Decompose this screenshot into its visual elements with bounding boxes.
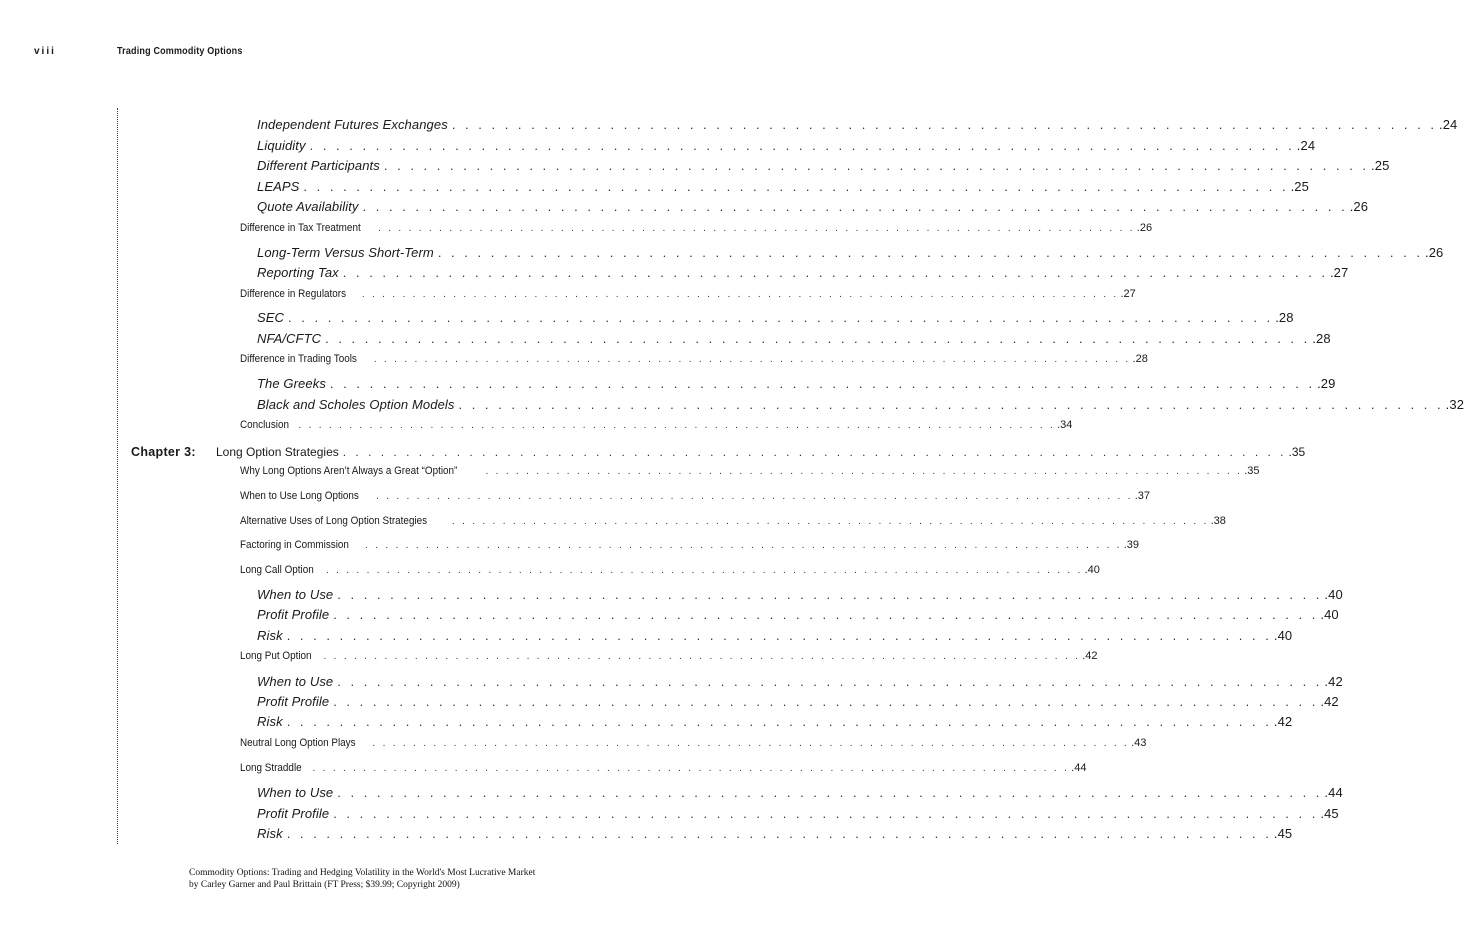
toc-entry[interactable] (257, 397, 1464, 412)
toc-entry-title: Long Put Option (240, 650, 312, 662)
toc-entry[interactable] (240, 490, 1151, 502)
toc-entry-title: Profit Profile (257, 806, 330, 821)
toc-entry-page: .24 (1296, 138, 1316, 153)
toc-entry-title: Different Participants (257, 158, 380, 173)
toc-chapter-entry[interactable] (216, 445, 1306, 459)
toc-entry[interactable] (257, 607, 1339, 622)
toc-entry-page: .40 (1320, 607, 1339, 622)
dot-leader: . . . . . . . . . . . . . . . . . . . . . . . . . . . . . . . . . . . . . . . . . . . . . . . . . . . . . . . . . . . . . . . . . . . . . . . . . . . (286, 826, 1272, 841)
toc-entry-title: Long-Term Versus Short-Term (257, 245, 434, 260)
toc-entry-title: Independent Futures Exchanges (257, 117, 448, 132)
dot-leader: . . . . . . . . . . . . . . . . . . . . . . . . . . . . . . . . . . . . . . . . . . . . . . . . . . . . . . . . . . . . . . . . . . . . . . . . . . . (383, 158, 1370, 173)
toc-entry-title: When to Use Long Options (240, 490, 359, 502)
dot-leader: . . . . . . . . . . . . . . . . . . . . . . . . . . . . . . . . . . . . . . . . . . . . . . . . . . . . . . . . . . . . . . . . . . . . . . . . . . . (337, 674, 1323, 689)
toc-entry-page: .35 (1244, 465, 1260, 477)
dot-leader: . . . . . . . . . . . . . . . . . . . . . . . . . . . . . . . . . . . . . . . . . . . . . . . . . . . . . . . . . . . . . . . . . . . . . . . . . . . (323, 651, 1081, 662)
dot-leader: . . . . . . . . . . . . . . . . . . . . . . . . . . . . . . . . . . . . . . . . . . . . . . . . . . . . . . . . . . . . . . . . . . . . . . . . . . . (325, 331, 1311, 346)
toc-entry-title: Alternative Uses of Long Option Strategies (240, 515, 428, 527)
dot-leader: . . . . . . . . . . . . . . . . . . . . . . . . . . . . . . . . . . . . . . . . . . . . . . . . . . . . . . . . . . . . . . . . . . . . . . . . . . . (288, 310, 1274, 325)
dot-leader: . . . . . . . . . . . . . . . . . . . . . . . . . . . . . . . . . . . . . . . . . . . . . . . . . . . . . . . . . . . . . . . . . . . . . . . . . . . (286, 628, 1272, 643)
toc-entry-title: Why Long Options Aren’t Always a Great “Option” (240, 465, 458, 477)
toc-entry-title: Risk (257, 628, 283, 643)
dot-leader: . . . . . . . . . . . . . . . . . . . . . . . . . . . . . . . . . . . . . . . . . . . . . . . . . . . . . . . . . . . . . . . . . . . . . . . . . . . (378, 223, 1135, 234)
toc-entry-page: .26 (1136, 222, 1153, 234)
dot-leader: . . . . . . . . . . . . . . . . . . . . . . . . . . . . . . . . . . . . . . . . . . . . . . . . . . . . . . . . . . . . . . . . . . . . . . . . . . . (361, 289, 1119, 300)
dot-leader: . . . . . . . . . . . . . . . . . . . . . . . . . . . . . . . . . . . . . . . . . . . . . . . . . . . . . . . . . . . . . . . . . . . . . . . . . . . (372, 738, 1130, 749)
dot-leader: . . . . . . . . . . . . . . . . . . . . . . . . . . . . . . . . . . . . . . . . . . . . . . . . . . . . . . . . . . . . . . . . . . . . . . . . . . . (286, 714, 1272, 729)
toc-entry-title: Risk (257, 826, 283, 841)
toc-entry[interactable] (257, 806, 1339, 821)
toc-entry[interactable] (257, 179, 1309, 194)
dot-leader: . . . . . . . . . . . . . . . . . . . . . . . . . . . . . . . . . . . . . . . . . . . . . . . . . . . . . . . . . . . . . . . . . . . . . . . . . . . (312, 763, 1070, 774)
toc-entry-page: .26 (1425, 245, 1444, 260)
toc-entry[interactable] (240, 762, 1087, 774)
dot-leader: . . . . . . . . . . . . . . . . . . . . . . . . . . . . . . . . . . . . . . . . . . . . . . . . . . . . . . . . . . . . . . . . . . . . . . . . . . . (337, 587, 1323, 602)
toc-entry[interactable] (257, 310, 1294, 325)
toc-entry-page: .43 (1131, 737, 1147, 749)
toc-entry[interactable] (257, 331, 1331, 346)
toc-entry[interactable] (257, 245, 1444, 260)
toc-entry[interactable] (257, 265, 1349, 280)
dot-leader: . . . . . . . . . . . . . . . . . . . . . . . . . . . . . . . . . . . . . . . . . . . . . . . . . . . . . . . . . . . . . . . . . . . . . . . . . . . (337, 785, 1323, 800)
toc-entry-title: Neutral Long Option Plays (240, 737, 356, 749)
toc-entry-page: .37 (1134, 490, 1151, 502)
toc-entry-page: .28 (1132, 353, 1148, 365)
toc-entry-title: Quote Availability (257, 199, 359, 214)
toc-entry-page: .24 (1438, 117, 1458, 132)
toc-entry-page: .42 (1320, 694, 1339, 709)
toc-entry-title: NFA/CFTC (257, 331, 322, 346)
dot-leader: . . . . . . . . . . . . . . . . . . . . . . . . . . . . . . . . . . . . . . . . . . . . . . . . . . . . . . . . . . . . . . . . . . . . . . . . . . . (373, 354, 1131, 365)
toc-entry-page: .42 (1324, 674, 1343, 689)
dot-leader: . . . . . . . . . . . . . . . . . . . . . . . . . . . . . . . . . . . . . . . . . . . . . . . . . . . . . . . . . . . . . . . . . . . . . . . . . . . (309, 138, 1295, 153)
toc-entry[interactable] (257, 199, 1369, 214)
page-folio: viii (34, 46, 56, 57)
dot-leader: . . . . . . . . . . . . . . . . . . . . . . . . . . . . . . . . . . . . . . . . . . . . . . . . . . . . . . . . . . . . . . . . . . . . . . . . . . . (342, 445, 1287, 459)
toc-entry-title: When to Use (257, 785, 334, 800)
toc-entry-page: .40 (1084, 564, 1100, 576)
toc-entry-page: .44 (1071, 762, 1087, 774)
toc-entry-title: Conclusion (240, 419, 289, 431)
toc-entry-title: Risk (257, 714, 283, 729)
toc-entry-title: When to Use (257, 587, 334, 602)
toc-entry[interactable] (257, 138, 1316, 153)
toc-entry-title: Long Call Option (240, 564, 314, 576)
toc-entry[interactable] (257, 714, 1293, 729)
toc-entry-page: .25 (1371, 158, 1390, 173)
toc-entry-title: Difference in Trading Tools (240, 353, 357, 365)
dot-leader: . . . . . . . . . . . . . . . . . . . . . . . . . . . . . . . . . . . . . . . . . . . . . . . . . . . . . . . . . . . . . . . . . . . . . . . . . . . (362, 199, 1348, 214)
toc-entry-page: .39 (1123, 539, 1140, 551)
dot-leader: . . . . . . . . . . . . . . . . . . . . . . . . . . . . . . . . . . . . . . . . . . . . . . . . . . . . . . . . . . . . . . . . . . . . . . . . . . . (303, 179, 1289, 194)
toc-entry[interactable] (257, 694, 1339, 709)
dot-leader: . . . . . . . . . . . . . . . . . . . . . . . . . . . . . . . . . . . . . . . . . . . . . . . . . . . . . . . . . . . . . . . . . . . . . . . . . . . (365, 540, 1122, 551)
dot-leader: . . . . . . . . . . . . . . . . . . . . . . . . . . . . . . . . . . . . . . . . . . . . . . . . . . . . . . . . . . . . . . . . . . . . . . . . . . . (342, 265, 1328, 280)
toc-entry-page: .45 (1273, 826, 1293, 841)
dot-leader: . . . . . . . . . . . . . . . . . . . . . . . . . . . . . . . . . . . . . . . . . . . . . . . . . . . . . . . . . . . . . . . . . . . . . . . . . . . (451, 516, 1209, 527)
toc-entry-page: .28 (1312, 331, 1331, 346)
toc-entry-page: .40 (1273, 628, 1293, 643)
toc-entry[interactable] (257, 587, 1343, 602)
toc-entry[interactable] (257, 376, 1336, 391)
toc-entry-page: .32 (1445, 397, 1464, 412)
toc-entry[interactable] (257, 628, 1293, 643)
toc-entry[interactable] (257, 674, 1343, 689)
dot-leader: . . . . . . . . . . . . . . . . . . . . . . . . . . . . . . . . . . . . . . . . . . . . . . . . . . . . . . . . . . . . . . . . . . . . . . . . . . . (451, 117, 1437, 132)
toc-entry-page: .38 (1210, 515, 1226, 527)
toc-entry[interactable] (257, 785, 1343, 800)
toc-entry-page: .29 (1317, 376, 1336, 391)
toc-entry-page: .42 (1082, 650, 1098, 662)
running-head-title: Trading Commodity Options (117, 46, 243, 57)
toc-entry[interactable] (240, 419, 1073, 431)
toc-entry[interactable] (240, 222, 1153, 234)
toc-entry-title: Difference in Regulators (240, 288, 347, 300)
toc-entry[interactable] (257, 826, 1293, 841)
toc-entry-title: Profit Profile (257, 607, 330, 622)
toc-entry-title: SEC (257, 310, 285, 325)
dot-leader: . . . . . . . . . . . . . . . . . . . . . . . . . . . . . . . . . . . . . . . . . . . . . . . . . . . . . . . . . . . . . . . . . . . . . . . . . . . (485, 466, 1243, 477)
toc-entry-title: Difference in Tax Treatment (240, 222, 361, 234)
toc-entry[interactable] (240, 353, 1148, 365)
toc-entry[interactable] (240, 515, 1226, 527)
margin-dotted-rule (117, 108, 118, 844)
toc-entry-page: .40 (1324, 587, 1343, 602)
toc-entry-title: Long Straddle (240, 762, 302, 774)
toc-entry[interactable] (240, 737, 1147, 749)
footer-citation-line-1: Commodity Options: Trading and Hedging Volatility in the World's Most Lucrative Market (189, 868, 536, 878)
footer-citation-line-2: by Carley Garner and Paul Brittain (FT Press; $39.99; Copyright 2009) (189, 880, 460, 890)
toc-entry-title: Profit Profile (257, 694, 330, 709)
dot-leader: . . . . . . . . . . . . . . . . . . . . . . . . . . . . . . . . . . . . . . . . . . . . . . . . . . . . . . . . . . . . . . . . . . . . . . . . . . . (333, 806, 1319, 821)
toc-entry-page: .34 (1057, 419, 1073, 431)
toc-entry-page: .45 (1320, 806, 1339, 821)
chapter-number: Chapter 3: (131, 445, 196, 459)
toc-entry-title: Factoring in Commission (240, 539, 349, 551)
toc-entry-page: .25 (1290, 179, 1309, 194)
toc-entry-title: Liquidity (257, 138, 306, 153)
toc-entry-title: Long Option Strategies (216, 445, 339, 459)
toc-entry-page: .35 (1288, 445, 1306, 459)
toc-entry-title: Black and Scholes Option Models (257, 397, 455, 412)
toc-entry-title: Reporting Tax (257, 265, 339, 280)
toc-entry-page: .26 (1349, 199, 1369, 214)
dot-leader: . . . . . . . . . . . . . . . . . . . . . . . . . . . . . . . . . . . . . . . . . . . . . . . . . . . . . . . . . . . . . . . . . . . . . . . . . . . (458, 397, 1444, 412)
toc-entry[interactable] (240, 465, 1260, 477)
toc-entry-page: .27 (1329, 265, 1349, 280)
dot-leader: . . . . . . . . . . . . . . . . . . . . . . . . . . . . . . . . . . . . . . . . . . . . . . . . . . . . . . . . . . . . . . . . . . . . . . . . . . . (298, 420, 1056, 431)
dot-leader: . . . . . . . . . . . . . . . . . . . . . . . . . . . . . . . . . . . . . . . . . . . . . . . . . . . . . . . . . . . . . . . . . . . . . . . . . . . (325, 565, 1083, 576)
toc-entry-page: .28 (1275, 310, 1294, 325)
toc-entry-page: .27 (1120, 288, 1136, 300)
dot-leader: . . . . . . . . . . . . . . . . . . . . . . . . . . . . . . . . . . . . . . . . . . . . . . . . . . . . . . . . . . . . . . . . . . . . . . . . . . . (333, 694, 1319, 709)
toc-entry-title: When to Use (257, 674, 334, 689)
dot-leader: . . . . . . . . . . . . . . . . . . . . . . . . . . . . . . . . . . . . . . . . . . . . . . . . . . . . . . . . . . . . . . . . . . . . . . . . . . . (333, 607, 1319, 622)
toc-entry-page: .44 (1324, 785, 1343, 800)
toc-entry-title: The Greeks (257, 376, 326, 391)
toc-entry[interactable] (257, 158, 1390, 173)
toc-entry-page: .42 (1273, 714, 1293, 729)
toc-entry-title: LEAPS (257, 179, 300, 194)
toc-entry[interactable] (240, 288, 1136, 300)
dot-leader: . . . . . . . . . . . . . . . . . . . . . . . . . . . . . . . . . . . . . . . . . . . . . . . . . . . . . . . . . . . . . . . . . . . . . . . . . . . (437, 245, 1423, 260)
toc-entry[interactable] (240, 564, 1100, 576)
dot-leader: . . . . . . . . . . . . . . . . . . . . . . . . . . . . . . . . . . . . . . . . . . . . . . . . . . . . . . . . . . . . . . . . . . . . . . . . . . . (376, 491, 1133, 502)
dot-leader: . . . . . . . . . . . . . . . . . . . . . . . . . . . . . . . . . . . . . . . . . . . . . . . . . . . . . . . . . . . . . . . . . . . . . . . . . . . (329, 376, 1316, 391)
toc-entry[interactable] (257, 117, 1458, 132)
toc-entry[interactable] (240, 650, 1098, 662)
toc-entry[interactable] (240, 539, 1140, 551)
